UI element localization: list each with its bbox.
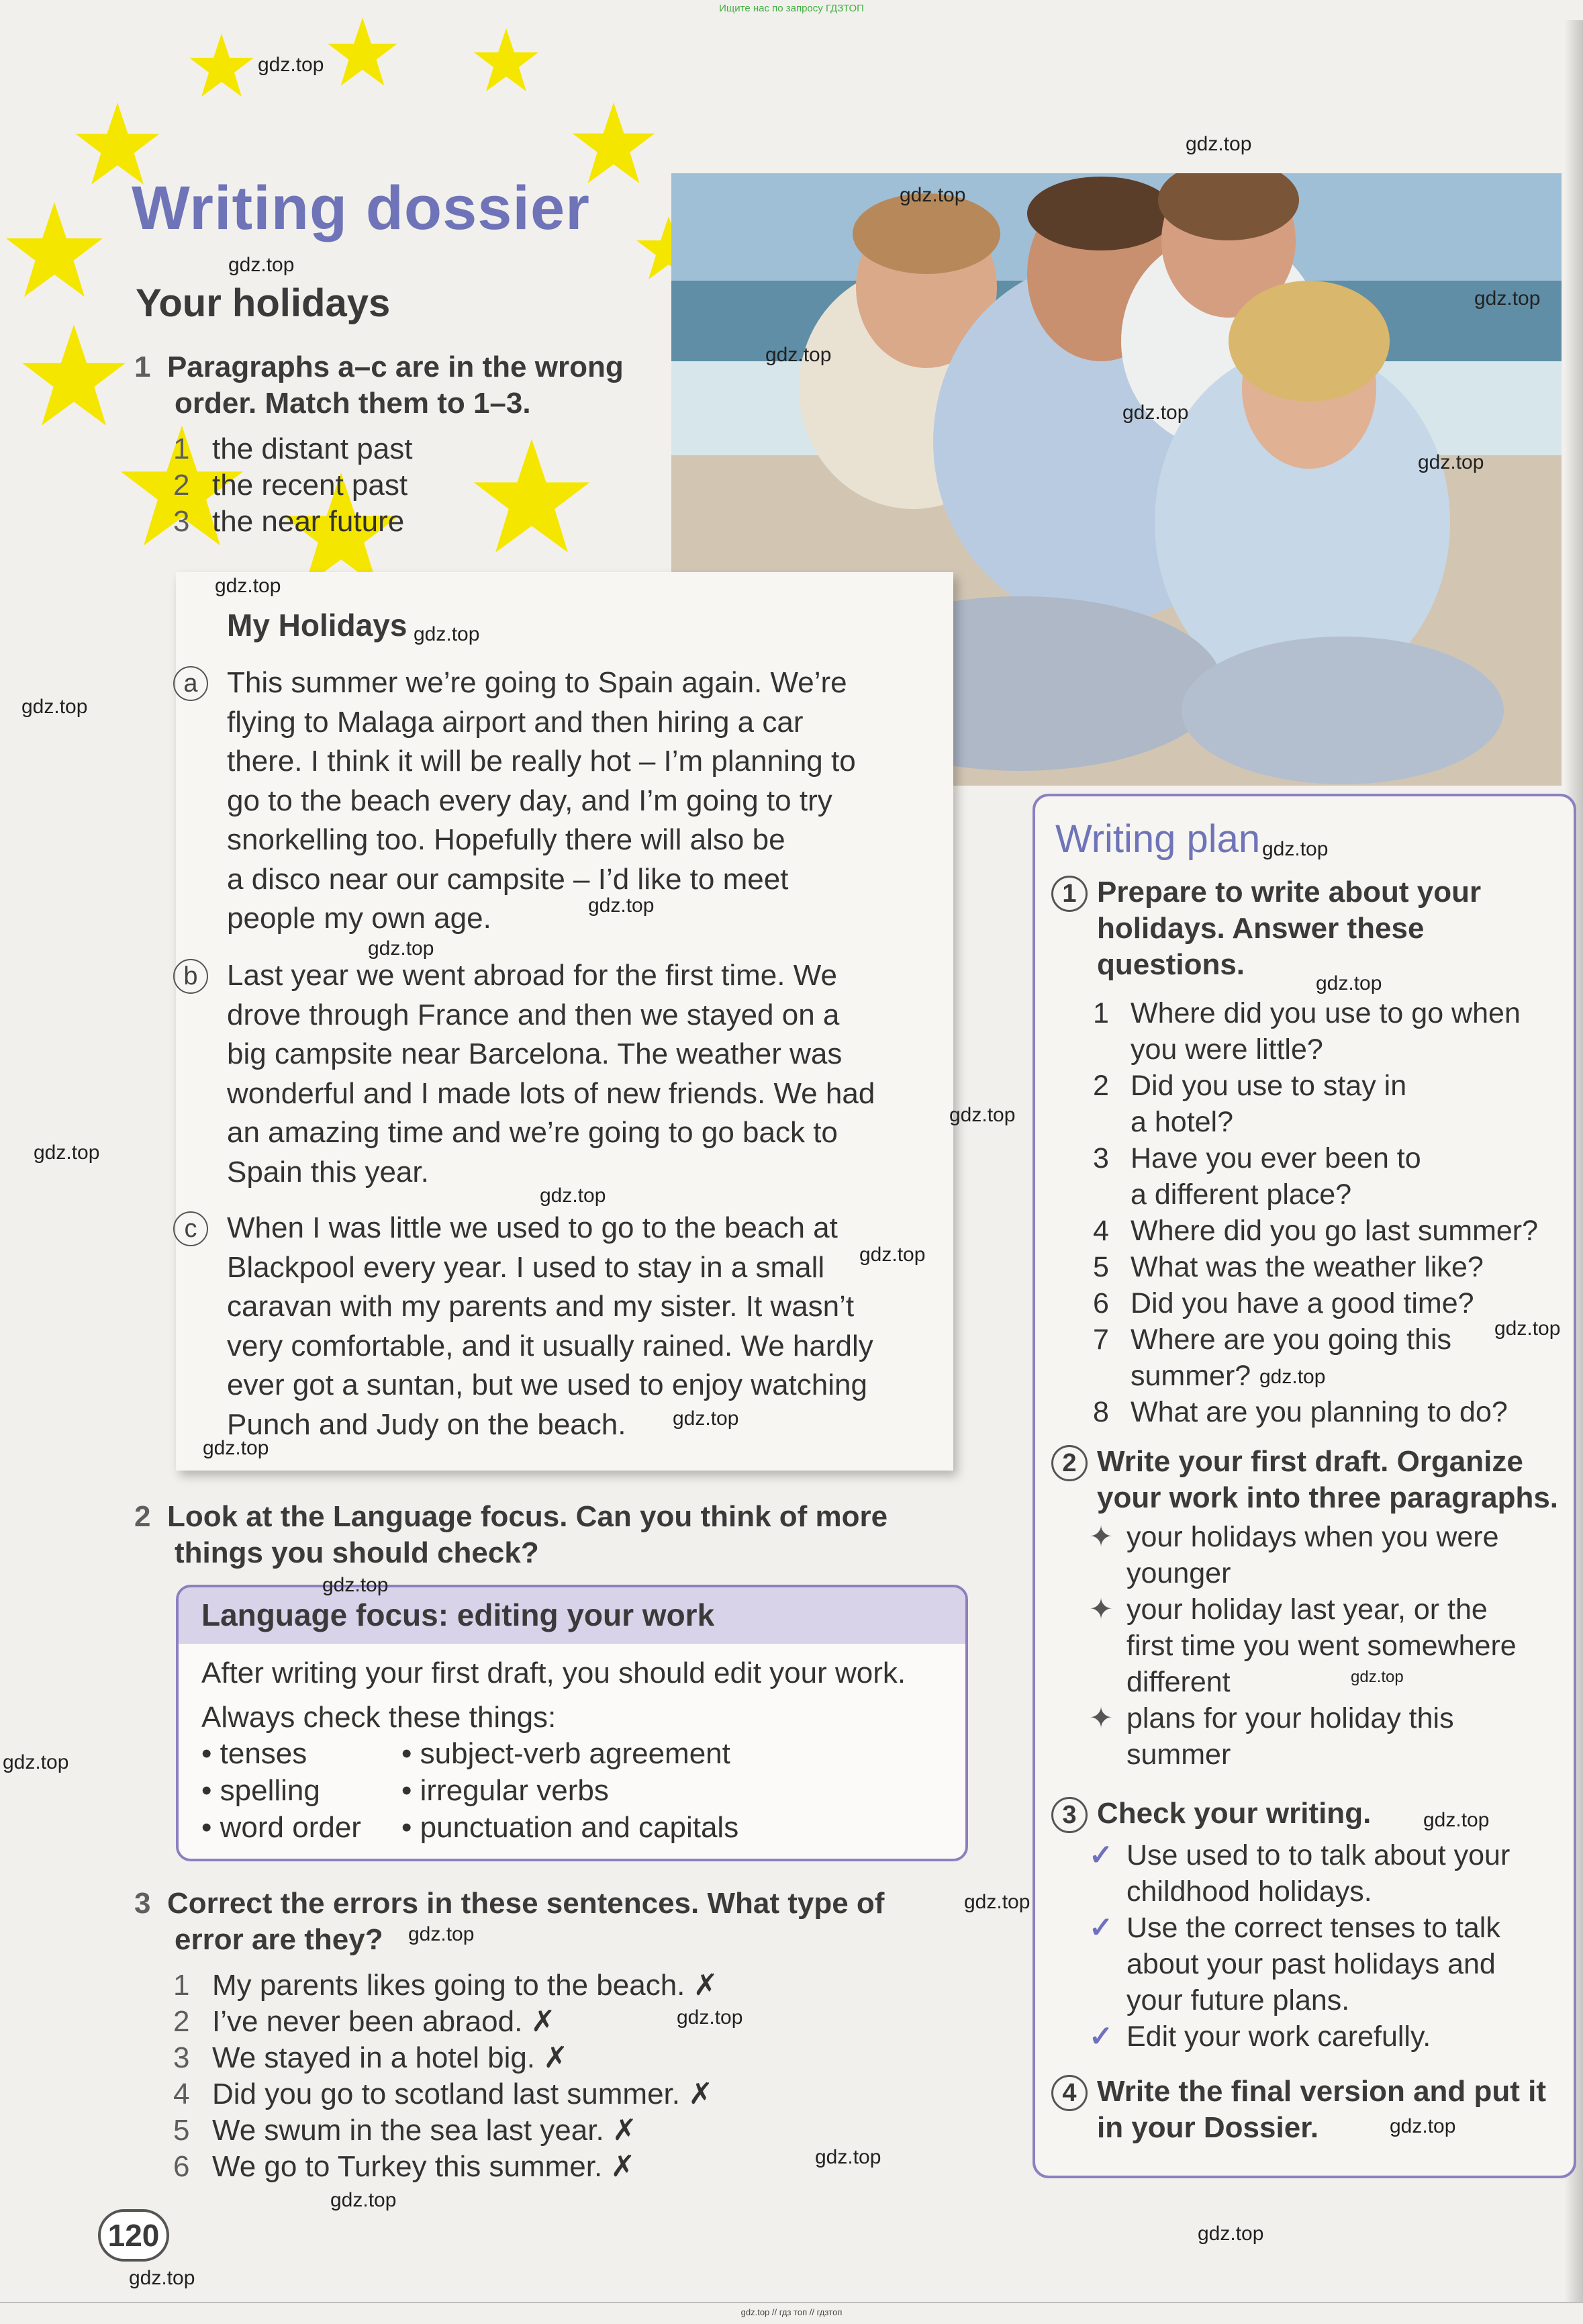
watermark: gdz.top: [900, 184, 966, 206]
section-subtitle: Your holidays: [136, 281, 391, 325]
exercise-3-list: [173, 1967, 718, 2185]
watermark: gdz.top: [1259, 1366, 1326, 1388]
step-number: 1: [1051, 876, 1088, 912]
language-focus-title: Language focus: editing your work: [201, 1597, 715, 1632]
exercise-2-instruction: 2 Look at the Language focus. Can you think of more things you should check?: [134, 1500, 888, 1569]
list-item: ✦ your holidays when you were younger: [1089, 1519, 1517, 1591]
tick-icon: ✓: [1089, 2020, 1114, 2053]
watermark: gdz.top: [203, 1437, 269, 1459]
list-item: 1 My parents likes going to the beach. ✗: [173, 1969, 718, 2002]
cross-icon: ✗: [688, 2078, 714, 2110]
page-number: 120: [98, 2209, 169, 2262]
watermark: gdz.top: [1423, 1809, 1490, 1831]
language-focus-list-2: [401, 1735, 738, 1846]
watermark: gdz.top: [322, 1574, 389, 1596]
watermark: gdz.top: [215, 575, 281, 597]
watermark: gdz.top: [1122, 402, 1189, 424]
watermark: gdz.top: [414, 623, 480, 645]
watermark: gdz.top: [673, 1407, 739, 1430]
step-4-heading: Write the final version and put it in your Dossier.: [1097, 2075, 1547, 2144]
watermark: gdz.top: [21, 696, 88, 718]
star-icon: [471, 436, 592, 557]
star-icon: [188, 32, 255, 99]
cross-icon: ✗: [610, 2150, 636, 2183]
cross-icon: ✗: [693, 1969, 718, 2002]
watermark: gdz.top: [815, 2146, 881, 2168]
paragraph-letter-a: a: [173, 666, 208, 701]
language-focus-box: [176, 1585, 968, 1861]
bullet-icon: ✦: [1089, 1593, 1114, 1626]
watermark: gdz.top: [368, 937, 434, 960]
page-bottom-line: [0, 2302, 1583, 2303]
list-item: 1 Where did you use to go when you were little?: [1093, 997, 1521, 1066]
footer-note: gdz.top // гдз топ // гдзтоп: [740, 2307, 843, 2317]
exercise-number: 3: [134, 1887, 151, 1920]
list-item: 3 the near future: [173, 505, 405, 538]
writing-plan-title: Writing plan: [1055, 817, 1261, 861]
watermark: gdz.top: [408, 1923, 475, 1945]
list-item: ✓ Use the correct tenses to talk about your past holidays and your future plans.: [1089, 1910, 1510, 2018]
watermark: gdz.top: [1494, 1317, 1561, 1340]
list-item: 1 the distant past: [173, 432, 413, 465]
list-item: • irregular verbs: [401, 1774, 609, 1807]
watermark: gdz.top: [1316, 972, 1382, 994]
watermark: gdz.top: [588, 894, 655, 917]
paragraph-c: When I was little we used to go to the beach at Blackpool every year. I used to stay in a small caravan with my parents and my sister. It wasn’t very comfortable, and it usually rained. We hardly ever got a suntan, but we used to enjoy watching Punch and Judy on the beach.: [227, 1211, 873, 1441]
list-item: • tenses: [201, 1737, 307, 1770]
watermark: gdz.top: [1262, 838, 1329, 860]
list-item: 6 We go to Turkey this summer. ✗: [173, 2150, 636, 2183]
list-item: • subject-verb agreement: [401, 1737, 730, 1770]
list-item: 7 Where are you going this summer?: [1093, 1323, 1452, 1392]
step-3-checks: [1089, 1837, 1510, 2055]
exercise-number: 1: [134, 351, 151, 383]
watermark: gdz.top: [540, 1184, 606, 1207]
watermark: gdz.top: [34, 1142, 100, 1164]
exercise-number: 2: [134, 1500, 151, 1533]
tick-icon: ✓: [1089, 1912, 1114, 1944]
header-note: Ищите нас по запросу ГДЗТОП: [719, 3, 864, 14]
paragraph-letter-b: b: [173, 959, 208, 994]
watermark: gdz.top: [1198, 2223, 1264, 2245]
cross-icon: ✗: [530, 2005, 556, 2038]
watermark: gdz.top: [3, 1751, 69, 1773]
list-item: ✦ your holiday last year, or the first time you went somewhere different: [1089, 1591, 1517, 1700]
list-item: 3 We stayed in a hotel big. ✗: [173, 2041, 569, 2074]
list-item: ✓ Edit your work carefully.: [1089, 2018, 1510, 2055]
watermark: gdz.top: [1390, 2115, 1456, 2137]
step-2-bullets: [1089, 1519, 1517, 1773]
paragraph-b: Last year we went abroad for the first time. We drove through France and then we stayed on a big campsite near Barcelona. The weather was wonderful and I made lots of new friends. We had an amazing time and we’re going to go back to Spain this year.: [227, 959, 875, 1189]
list-item: 5 We swum in the sea last year. ✗: [173, 2114, 637, 2147]
list-item: ✓ Use used to to talk about your childhood holidays.: [1089, 1837, 1510, 1910]
watermark: gdz.top: [1186, 133, 1252, 155]
list-item: • spelling: [201, 1774, 320, 1807]
watermark: gdz.top: [1418, 451, 1484, 473]
list-item: 2 the recent past: [173, 469, 408, 502]
star-icon: [473, 27, 540, 94]
step-number: 4: [1051, 2075, 1088, 2111]
list-item: 6 Did you have a good time?: [1093, 1287, 1474, 1319]
list-item: 4 Did you go to scotland last summer. ✗: [173, 2078, 714, 2110]
watermark: gdz.top: [258, 54, 324, 76]
step-3-heading: Check your writing.: [1097, 1797, 1372, 1830]
watermark: gdz.top: [129, 2267, 195, 2289]
language-focus-subintro: Always check these things:: [201, 1701, 557, 1734]
star-icon: [326, 16, 399, 89]
bullet-icon: ✦: [1089, 1521, 1114, 1553]
list-item: 3 Have you ever been to a different place?: [1093, 1142, 1421, 1211]
list-item: 8 What are you planning to do?: [1093, 1396, 1508, 1428]
watermark: gdz.top: [765, 344, 832, 366]
list-item: 4 Where did you go last summer?: [1093, 1215, 1539, 1247]
language-focus-list-1: [201, 1735, 361, 1846]
bullet-icon: ✦: [1089, 1702, 1114, 1734]
step-1-heading: Prepare to write about your holidays. Answer these questions.: [1097, 876, 1482, 981]
paragraph-a: This summer we’re going to Spain again. We’re flying to Malaga airport and then hiring a car there. I think it will be really hot – I’m planning to go to the beach every day, and I’m going to try snorkelling too. Hopefully there will also be a disco near our campsite – I’d like to meet people my own age.: [227, 666, 856, 935]
list-item: ✦ plans for your holiday this summer: [1089, 1700, 1517, 1773]
paragraph-letter-c: c: [173, 1211, 208, 1246]
watermark: gdz.top: [330, 2189, 397, 2211]
watermark: gdz.top: [964, 1891, 1030, 1913]
page-title: Writing dossier: [132, 174, 590, 242]
watermark: gdz.top: [1474, 287, 1541, 310]
cross-icon: ✗: [543, 2041, 569, 2074]
list-item: 2 Did you use to stay in a hotel?: [1093, 1070, 1407, 1138]
writing-plan-box: [1033, 794, 1576, 2178]
exercise-3-instruction: 3 Correct the errors in these sentences. What type of error are they?: [134, 1887, 885, 1956]
star-icon: [4, 200, 105, 301]
step-number: 3: [1051, 1797, 1088, 1833]
watermark: gdz.top: [859, 1244, 926, 1266]
step-number: 2: [1051, 1445, 1088, 1481]
watermark: gdz.top: [949, 1104, 1016, 1126]
step-1-questions: [1093, 995, 1538, 1430]
list-item: 5 What was the weather like?: [1093, 1251, 1484, 1283]
list-item: • punctuation and capitals: [401, 1811, 739, 1844]
exercise-1-list: [173, 431, 412, 540]
watermark: gdz.top: [1351, 1668, 1404, 1686]
tick-icon: ✓: [1089, 1839, 1114, 1871]
text-title: My Holidays: [227, 608, 407, 643]
step-2-heading: Write your first draft. Organize your work into three paragraphs.: [1097, 1445, 1559, 1514]
language-focus-intro: After writing your first draft, you should edit your work.: [201, 1657, 906, 1689]
star-icon: [20, 322, 128, 430]
list-item: 2 I’ve never been abraod. ✗: [173, 2005, 556, 2038]
watermark: gdz.top: [228, 254, 295, 276]
exercise-1-instruction: 1 Paragraphs a–c are in the wrong order. Match them to 1–3.: [134, 351, 624, 420]
cross-icon: ✗: [612, 2114, 637, 2147]
list-item: • word order: [201, 1811, 361, 1844]
watermark: gdz.top: [677, 2006, 743, 2029]
